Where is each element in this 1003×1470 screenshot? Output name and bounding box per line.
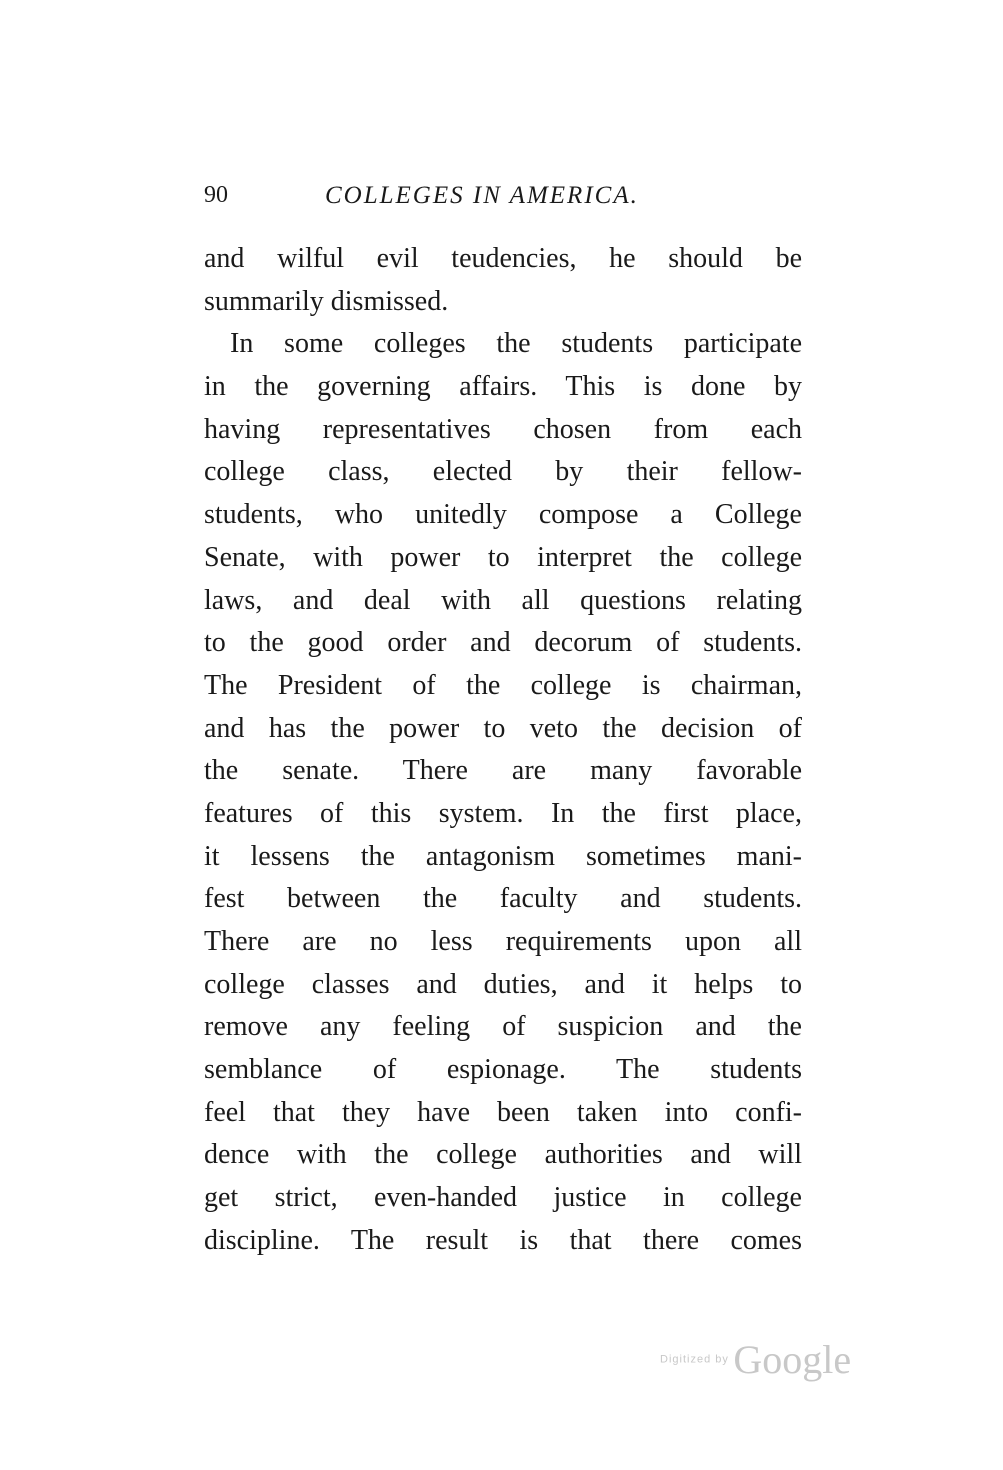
text-line: college class, elected by their fellow- [204, 456, 802, 488]
text-line: In some colleges the students participate [230, 328, 802, 360]
page-number: 90 [204, 182, 228, 208]
text-line: feel that they have been taken into confi- [204, 1096, 802, 1128]
text-line: get strict, even-handed justice in college [204, 1182, 802, 1214]
text-line: remove any feeling of suspicion and the [204, 1011, 802, 1043]
text-line: having representatives chosen from each [204, 413, 802, 445]
text-line: and wilful evil teudencies, he should be [204, 243, 802, 274]
google-watermark [660, 1336, 851, 1383]
text-line: it lessens the antagonism sometimes mani- [204, 840, 802, 872]
text-line: laws, and deal with all questions relating [204, 584, 802, 616]
text-line: in the governing affairs. This is done by [204, 371, 802, 403]
text-line: Senate, with power to interpret the college [204, 541, 802, 573]
watermark-prefix: Digitized by [660, 1353, 729, 1366]
text-line: summarily dismissed. [204, 285, 449, 317]
text-line: There are no less requirements upon all [204, 926, 802, 957]
text-line: dence with the college authorities and will [204, 1139, 802, 1171]
text-line: college classes and duties, and it helps to [204, 968, 802, 1000]
text-line: students, who unitedly compose a College [204, 499, 802, 531]
text-line: semblance of espionage. The students [204, 1054, 802, 1086]
text-line: the senate. There are many favorable [204, 755, 802, 787]
page-body-text [204, 238, 802, 1263]
running-header [204, 182, 804, 216]
text-line: The President of the college is chairman, [204, 669, 802, 701]
text-line: fest between the faculty and students. [204, 883, 802, 915]
text-line: features of this system. In the first place, [204, 797, 802, 829]
running-title: COLLEGES IN AMERICA. [325, 182, 639, 209]
text-line: discipline. The result is that there comes [204, 1224, 802, 1256]
watermark-brand: Google [733, 1337, 852, 1382]
text-line: and has the power to veto the decision of [204, 712, 802, 744]
text-line: to the good order and decorum of students. [204, 627, 802, 659]
